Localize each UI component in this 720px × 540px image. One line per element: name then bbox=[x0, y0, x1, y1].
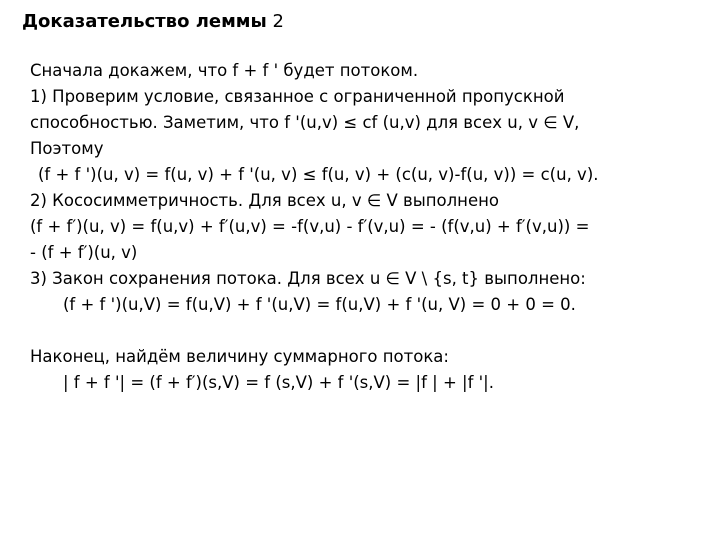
formula-flow-value: | f + f '| = (f + f′)(s,V) = f (s,V) + f '(s,V) = |f | + |f '|. bbox=[63, 373, 494, 392]
text-line-step1-cont: способностью. Заметим, что f '(u,v) ≤ cf (u,v) для всех u, v ∈ V, bbox=[30, 113, 580, 132]
formula-flow-conservation: (f + f ')(u,V) = f(u,V) + f '(u,V) = f(u,V) + f '(u, V) = 0 + 0 = 0. bbox=[63, 295, 576, 314]
text-line-finally: Наконец, найдём величину суммарного потока: bbox=[30, 347, 449, 366]
text-line-step3: 3) Закон сохранения потока. Для всех u ∈ V \ {s, t} выполнено: bbox=[30, 269, 586, 288]
formula-capacity: (f + f ')(u, v) = f(u, v) + f '(u, v) ≤ f(u, v) + (c(u, v)-f(u, v)) = c(u, v). bbox=[38, 165, 599, 184]
text-line-intro: Сначала докажем, что f + f ' будет потоком. bbox=[30, 61, 419, 80]
text-line-step2: 2) Кососимметричность. Для всех u, v ∈ V выполнено bbox=[30, 191, 500, 210]
title-number: 2 bbox=[266, 11, 284, 32]
formula-skew-symmetry: (f + f′)(u, v) = f(u,v) + f′(u,v) = -f(v,u) - f′(v,u) = - (f(v,u) + f′(v,u)) = bbox=[30, 217, 590, 236]
title-bold: Доказательство леммы bbox=[22, 11, 267, 32]
slide-title bbox=[22, 10, 284, 34]
slide-body bbox=[30, 58, 710, 396]
text-line-step1: 1) Проверим условие, связанное с ограниченной пропускной bbox=[30, 87, 565, 106]
spacer bbox=[30, 318, 710, 344]
formula-skew-symmetry-cont: - (f + f′)(u, v) bbox=[30, 243, 138, 262]
text-line-therefore: Поэтому bbox=[30, 139, 104, 158]
